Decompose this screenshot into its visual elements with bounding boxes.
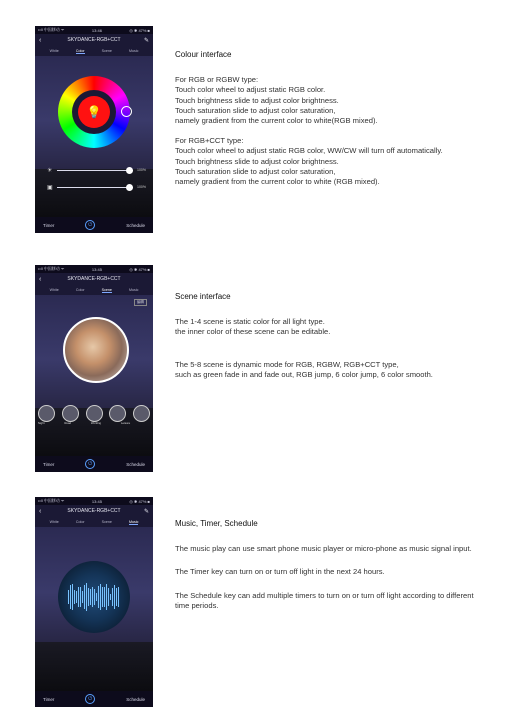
back-chevron-icon[interactable]: ‹: [39, 507, 42, 515]
phone-screenshot-music: [35, 497, 153, 707]
phone-background: [35, 56, 153, 217]
bulb-icon[interactable]: 💡: [78, 96, 110, 128]
scene-interface-section: [175, 292, 530, 390]
text-line: Touch saturation slide to adjust color saturation,: [175, 105, 336, 115]
sound-wave-bar: [104, 587, 105, 607]
status-bar: [35, 265, 153, 273]
scene-item-read[interactable]: [62, 405, 79, 422]
back-chevron-icon[interactable]: ‹: [39, 275, 42, 283]
battery-label: ◎ ✱ 47% ■: [129, 498, 150, 504]
text-line: For RGB+CCT type:: [175, 136, 244, 146]
sound-wave-bar: [96, 593, 97, 602]
saturation-thumb[interactable]: [126, 184, 133, 191]
color-wheel-knob[interactable]: [121, 106, 132, 117]
sound-wave-bar: [108, 588, 109, 607]
mode-tabs: [35, 517, 153, 527]
text-line: Touch color wheel to adjust static RGB color, WW/CW will turn off automatically.: [175, 146, 443, 156]
app-header: [35, 34, 153, 46]
status-time: 13:45: [91, 266, 102, 272]
bottom-bar: [35, 456, 153, 472]
sound-wave-bar: [70, 585, 71, 609]
tab-scene[interactable]: Scene: [101, 49, 112, 53]
scene-label: Working: [90, 421, 102, 425]
tab-music[interactable]: Music: [129, 519, 139, 524]
timer-button[interactable]: Timer: [43, 222, 55, 228]
device-title: SKYDANCE-RGB+CCT: [67, 37, 121, 43]
sound-wave-bar: [86, 583, 87, 610]
scene-item-working[interactable]: [86, 405, 103, 422]
section-heading: Music, Timer, Schedule: [175, 519, 258, 528]
phone-background: [35, 295, 153, 456]
text-line: Touch color wheel to adjust static RGB color.: [175, 85, 326, 95]
sound-wave-bar: [106, 584, 107, 609]
carrier-label: ••ll 中国移动 ᯤ: [38, 27, 65, 32]
device-title: SKYDANCE-RGB+CCT: [67, 508, 121, 514]
section-heading: Colour interface: [175, 50, 232, 59]
section-heading: Scene interface: [175, 292, 231, 301]
scene-labels: [38, 421, 150, 425]
tab-color[interactable]: Color: [75, 520, 85, 524]
brightness-value: 100%: [137, 168, 146, 172]
sound-wave-bar: [114, 585, 115, 609]
status-time: 13:45: [91, 498, 102, 504]
text-line: Touch saturation slide to adjust color saturation,: [175, 166, 336, 176]
tab-scene[interactable]: Scene: [101, 520, 112, 524]
device-title: SKYDANCE-RGB+CCT: [67, 276, 121, 282]
text-line: the inner color of these scene can be editable.: [175, 327, 331, 337]
text-line: Touch brightness slide to adjust color brightness.: [175, 95, 339, 105]
tab-music[interactable]: Music: [129, 288, 139, 292]
sound-wave-bar: [74, 590, 75, 604]
static-scene-description: [175, 317, 530, 337]
scene-selector: [38, 405, 150, 422]
sound-wave-bar: [72, 584, 73, 609]
battery-label: ◎ ✱ 47% ■: [129, 27, 150, 33]
phone-background: [35, 527, 153, 691]
edit-scene-button[interactable]: 编辑: [134, 299, 147, 306]
colour-interface-section: [175, 50, 530, 197]
power-icon[interactable]: ⏻: [85, 459, 95, 469]
sound-wave-bar: [78, 587, 79, 607]
tab-white[interactable]: White: [49, 520, 59, 524]
sound-wave-bar: [84, 585, 85, 610]
tab-scene[interactable]: Scene: [101, 287, 112, 292]
sound-wave-bar: [90, 589, 91, 605]
color-wheel[interactable]: [58, 76, 130, 148]
music-timer-schedule-section: [175, 519, 530, 621]
saturation-slider[interactable]: [47, 183, 145, 191]
sound-wave-bar: [76, 591, 77, 602]
app-header: [35, 505, 153, 517]
sound-wave-bar: [100, 584, 101, 611]
status-bar: [35, 497, 153, 505]
sound-wave-bar: [98, 586, 99, 609]
tab-white[interactable]: White: [49, 288, 59, 292]
music-description: [175, 544, 530, 554]
app-header: [35, 273, 153, 285]
schedule-description: [175, 591, 530, 611]
text-line: The 1-4 scene is static color for all light type.: [175, 317, 325, 327]
sound-wave-bar: [80, 587, 81, 608]
status-time: 13:46: [91, 27, 102, 33]
power-icon[interactable]: ⏻: [85, 694, 95, 704]
text-line: For RGB or RGBW type:: [175, 75, 259, 85]
cct-description: [175, 136, 530, 187]
scene-label: Night: [38, 421, 45, 425]
carrier-label: ••ll 中国移动 ᯤ: [38, 266, 65, 271]
sound-wave-bar: [110, 594, 111, 600]
sound-wave-bar: [88, 588, 89, 606]
text-line: The Schedule key can add multiple timers to turn on or turn off light according to different: [175, 590, 474, 600]
schedule-button[interactable]: Schedule: [126, 696, 145, 702]
text-line: time periods.: [175, 600, 219, 610]
status-bar: [35, 26, 153, 34]
text-line: The music play can use smart phone music player or micro-phone as music signal input.: [175, 544, 472, 554]
dynamic-scene-description: [175, 360, 530, 380]
mode-tabs: [35, 46, 153, 56]
saturation-track: [57, 187, 133, 188]
ground-silhouette: [35, 642, 153, 691]
sound-wave-bar: [102, 587, 103, 607]
scene-preview-image: [63, 317, 129, 383]
sound-wave-bar: [118, 587, 119, 608]
brightness-thumb[interactable]: [126, 167, 133, 174]
schedule-button[interactable]: Schedule: [126, 461, 145, 467]
sound-wave-icon: [68, 581, 120, 613]
schedule-button[interactable]: Schedule: [126, 222, 145, 228]
sound-wave-bar: [82, 591, 83, 604]
scene-label: Read: [64, 421, 72, 425]
pencil-icon[interactable]: ✎: [143, 37, 149, 44]
brightness-track: [57, 170, 133, 171]
sound-wave-bar: [112, 588, 113, 606]
power-icon[interactable]: ⏻: [85, 220, 95, 230]
rgb-description: [175, 75, 530, 126]
carrier-label: ••ll 中国移动 ᯤ: [38, 498, 65, 503]
back-chevron-icon[interactable]: ‹: [39, 36, 42, 44]
sound-wave-bar: [94, 589, 95, 605]
mode-tabs: [35, 285, 153, 295]
timer-description: [175, 567, 530, 577]
scene-label: Leisure: [120, 421, 131, 425]
phone-screenshot-color: [35, 26, 153, 233]
scene-item-leisure[interactable]: [109, 405, 126, 422]
text-line: namely gradient from the current color to white (RGB mixed).: [175, 177, 380, 187]
sound-wave-bar: [92, 587, 93, 607]
ground-silhouette: [35, 169, 153, 217]
brightness-slider[interactable]: [47, 166, 145, 174]
timer-button[interactable]: Timer: [43, 461, 55, 467]
text-line: Touch brightness slide to adjust color brightness.: [175, 156, 339, 166]
scene-item-5[interactable]: [133, 405, 150, 422]
sound-wave-bar: [116, 588, 117, 606]
sound-wave-bar: [68, 590, 69, 604]
tab-white[interactable]: White: [49, 49, 59, 53]
text-line: The Timer key can turn on or turn off light in the next 24 hours.: [175, 567, 385, 577]
tab-color[interactable]: Color: [75, 48, 85, 53]
timer-button[interactable]: Timer: [43, 696, 55, 702]
scene-item-night[interactable]: [38, 405, 55, 422]
saturation-icon: ▣: [47, 184, 53, 191]
tab-color[interactable]: Color: [75, 288, 85, 292]
battery-label: ◎ ✱ 47% ■: [129, 266, 150, 272]
text-line: namely gradient from the current color to white(RGB mixed).: [175, 116, 378, 126]
text-line: The 5-8 scene is dynamic mode for RGB, RGBW, RGB+CCT type,: [175, 359, 399, 369]
pencil-icon[interactable]: ✎: [143, 508, 149, 515]
phone-screenshot-scene: [35, 265, 153, 472]
sun-icon: ☀: [47, 167, 53, 174]
tab-music[interactable]: Music: [129, 49, 139, 53]
saturation-value: 100%: [137, 185, 146, 189]
bottom-bar: [35, 691, 153, 707]
bottom-bar: [35, 217, 153, 233]
text-line: such as green fade in and fade out, RGB jump, 6 color jump, 6 color smooth.: [175, 369, 433, 379]
